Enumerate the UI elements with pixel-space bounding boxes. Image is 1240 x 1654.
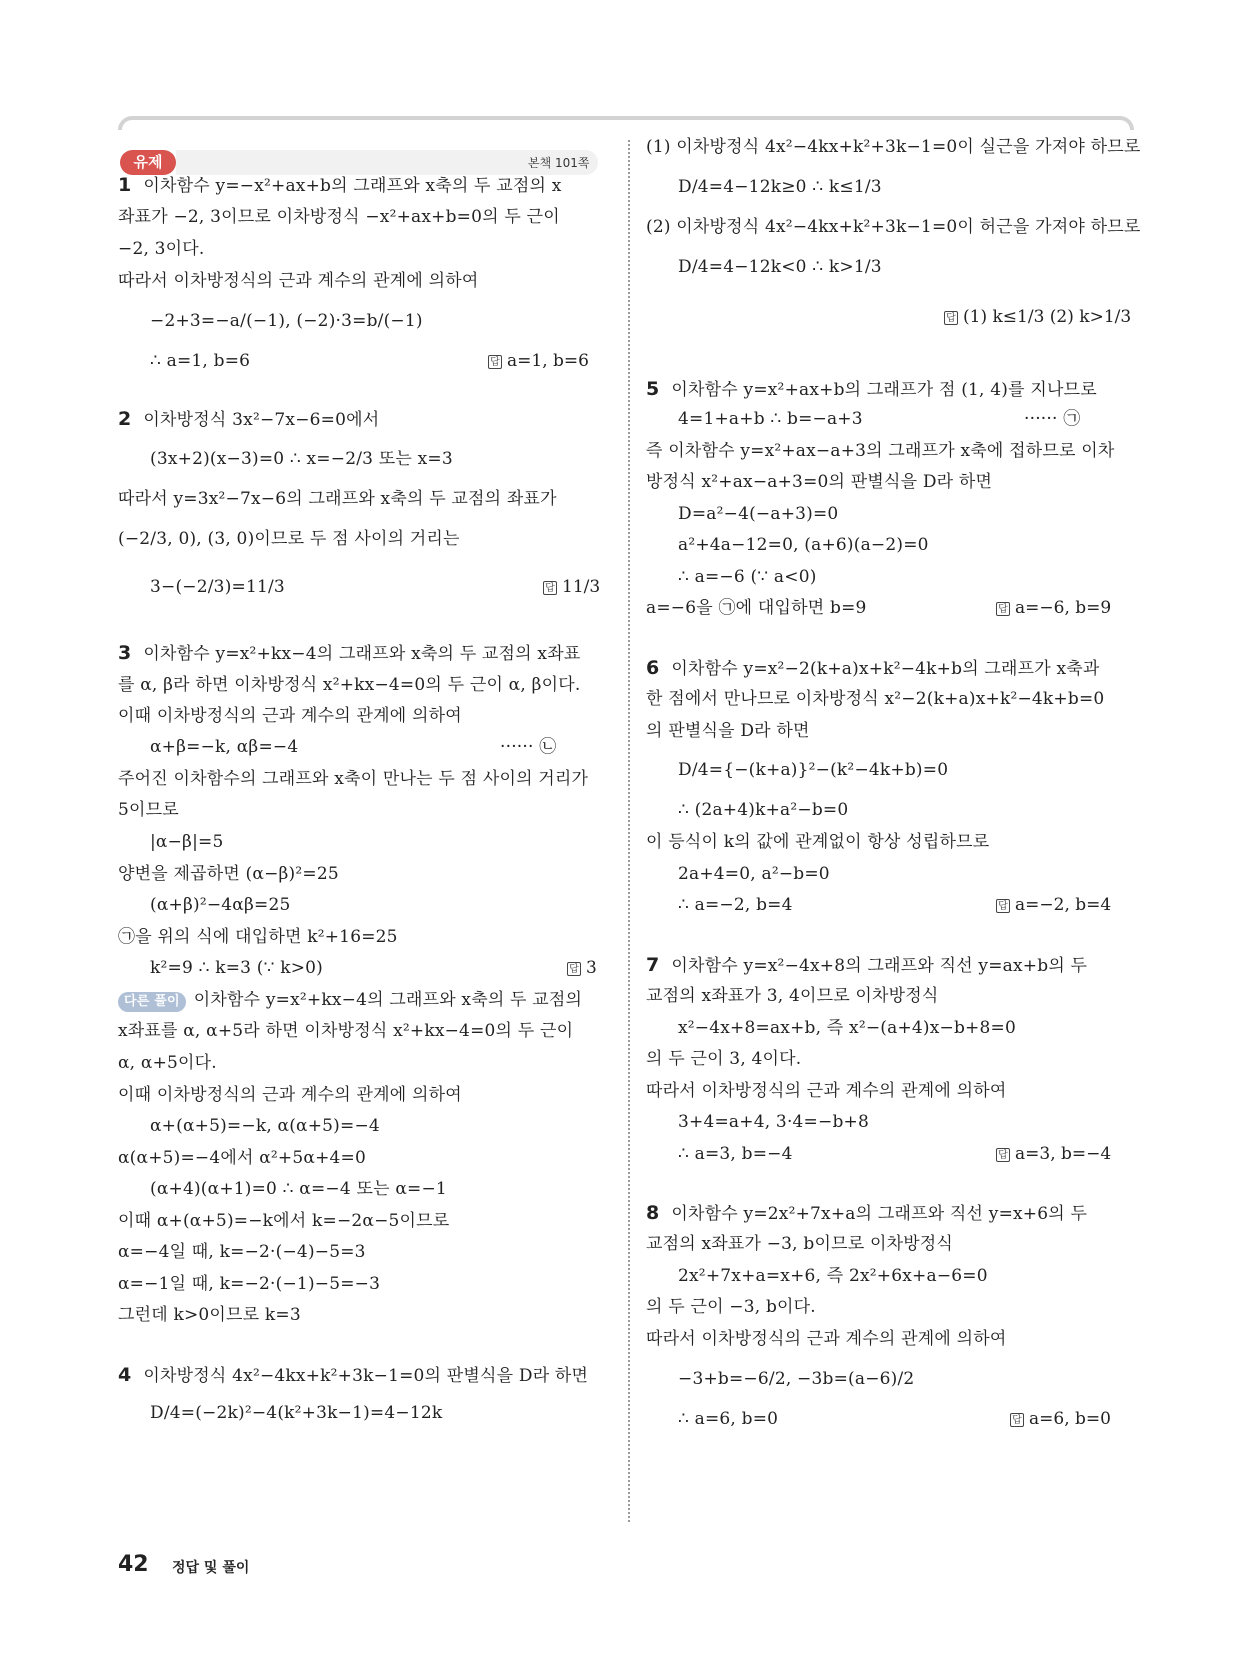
solution-line: |α−β|=5	[150, 832, 224, 852]
solution-line: 4=1+a+b ∴ b=−a+3	[678, 409, 863, 429]
solution-line: D/4=(−2k)²−4(k²+3k−1)=4−12k	[150, 1403, 443, 1423]
answer-icon: 답	[996, 1148, 1010, 1162]
solution-line: (2) 이차방정식 4x²−4kx+k²+3k−1=0이 허근을 가져야 하므로	[646, 217, 1141, 237]
solution-line: 8 이차함수 y=2x²+7x+a의 그래프와 직선 y=x+6의 두	[646, 1202, 1088, 1224]
solution-line: 한 점에서 만나므로 이차방정식 x²−2(k+a)x+k²−4k+b=0	[646, 689, 1105, 709]
solution-line: 2a+4=0, a²−b=0	[678, 864, 830, 884]
problem-number: 4	[118, 1364, 132, 1386]
section-tag: 유제	[120, 150, 176, 175]
solution-line: ∴ a=3, b=−4	[678, 1144, 793, 1164]
textbook-reference: 본책 101쪽	[528, 156, 590, 170]
solution-line: 를 α, β라 하면 이차방정식 x²+kx−4=0의 두 근이 α, β이다.	[118, 675, 581, 695]
solution-line: ∴ (2a+4)k+a²−b=0	[678, 800, 849, 820]
solution-line: −2+3=−a/(−1), (−2)·3=b/(−1)	[150, 311, 423, 331]
answer-icon: 답	[567, 962, 581, 976]
solution-line: 방정식 x²+ax−a+3=0의 판별식을 D라 하면	[646, 472, 993, 492]
solution-line: ∴ a=1, b=6	[150, 351, 251, 371]
solution-line: 3+4=a+4, 3·4=−b+8	[678, 1112, 869, 1132]
solution-line: (−2/3, 0), (3, 0)이므로 두 점 사이의 거리는	[118, 529, 460, 549]
answer: 답 a=−6, b=9	[996, 595, 1111, 621]
solution-line: k²=9 ∴ k=3 (∵ k>0)	[150, 958, 324, 978]
solution-line: α(α+5)=−4에서 α²+5α+4=0	[118, 1148, 366, 1168]
answer: 답 11/3	[543, 574, 600, 600]
equation-reference-mark: ······ ㉡	[500, 737, 557, 757]
solution-line: (α+β)²−4αβ=25	[150, 895, 291, 915]
answer-icon: 답	[488, 355, 502, 369]
answer: 답 3	[567, 955, 597, 981]
solution-line: 즉 이차함수 y=x²+ax−a+3의 그래프가 x축에 접하므로 이차	[646, 441, 1115, 461]
solution-line: 교점의 x좌표가 −3, b이므로 이차방정식	[646, 1234, 954, 1254]
alt-solution-badge: 다른 풀이	[118, 992, 186, 1012]
solution-line: 따라서 이차방정식의 근과 계수의 관계에 의하여	[646, 1329, 1007, 1349]
answer: 답 a=1, b=6	[488, 348, 589, 374]
solution-line: 3−(−2/3)=11/3	[150, 577, 285, 597]
problem-number: 5	[646, 378, 660, 400]
solution-line: 2 이차방정식 3x²−7x−6=0에서	[118, 408, 380, 430]
solution-line: 다른 풀이 이차함수 y=x²+kx−4의 그래프와 x축의 두 교점의	[118, 987, 582, 1013]
solution-line: 양변을 제곱하면 (α−β)²=25	[118, 864, 339, 884]
solution-line: α, α+5이다.	[118, 1053, 217, 1073]
answer-icon: 답	[944, 311, 958, 325]
answer-icon: 답	[1010, 1413, 1024, 1427]
answer-icon: 답	[996, 899, 1010, 913]
answer: 답 (1) k≤1/3 (2) k>1/3	[944, 304, 1131, 330]
solution-line: ∴ a=−2, b=4	[678, 895, 793, 915]
solution-line: 4 이차방정식 4x²−4kx+k²+3k−1=0의 판별식을 D라 하면	[118, 1364, 589, 1386]
solution-line: D=a²−4(−a+3)=0	[678, 504, 839, 524]
solution-line: ∴ a=−6 (∵ a<0)	[678, 567, 817, 587]
solution-line: 그런데 k>0이므로 k=3	[118, 1305, 301, 1325]
solution-line: 교점의 x좌표가 3, 4이므로 이차방정식	[646, 986, 939, 1006]
answer-icon: 답	[996, 602, 1010, 616]
solution-line: (α+4)(α+1)=0 ∴ α=−4 또는 α=−1	[150, 1179, 447, 1199]
solution-line: 이 등식이 k의 값에 관계없이 항상 성립하므로	[646, 832, 990, 852]
solution-line: α+β=−k, αβ=−4	[150, 737, 299, 757]
answer: 답 a=−2, b=4	[996, 892, 1111, 918]
solution-line: 7 이차함수 y=x²−4x+8의 그래프와 직선 y=ax+b의 두	[646, 954, 1088, 976]
solution-line: −2, 3이다.	[118, 239, 205, 259]
problem-number: 1	[118, 174, 132, 196]
solution-line: a²+4a−12=0, (a+6)(a−2)=0	[678, 535, 929, 555]
solution-line: 이때 이차방정식의 근과 계수의 관계에 의하여	[118, 706, 462, 726]
answer-icon: 답	[543, 581, 557, 595]
solution-line: ∴ a=6, b=0	[678, 1409, 779, 1429]
problem-number: 3	[118, 642, 132, 664]
solution-line: 5 이차함수 y=x²+ax+b의 그래프가 점 (1, 4)를 지나므로	[646, 378, 1097, 400]
top-rule	[118, 116, 1134, 130]
solution-line: 의 두 근이 −3, b이다.	[646, 1297, 816, 1317]
solution-line: α=−1일 때, k=−2·(−1)−5=−3	[118, 1274, 381, 1294]
solution-line: x²−4x+8=ax+b, 즉 x²−(a+4)x−b+8=0	[678, 1018, 1016, 1038]
solution-line: 이때 α+(α+5)=−k에서 k=−2α−5이므로	[118, 1211, 450, 1231]
solution-line: α=−4일 때, k=−2·(−4)−5=3	[118, 1242, 366, 1262]
solution-line: ㉠을 위의 식에 대입하면 k²+16=25	[118, 927, 398, 947]
answer: 답 a=3, b=−4	[996, 1141, 1111, 1167]
solution-line: α+(α+5)=−k, α(α+5)=−4	[150, 1116, 380, 1136]
solution-line: 1 이차함수 y=−x²+ax+b의 그래프와 x축의 두 교점의 x	[118, 174, 562, 196]
solution-line: −3+b=−6/2, −3b=(a−6)/2	[678, 1369, 915, 1389]
solution-line: D/4=4−12k<0 ∴ k>1/3	[678, 257, 882, 277]
solution-line: x좌표를 α, α+5라 하면 이차방정식 x²+kx−4=0의 두 근이	[118, 1021, 574, 1041]
solution-line: 따라서 y=3x²−7x−6의 그래프와 x축의 두 교점의 좌표가	[118, 489, 557, 509]
solution-line: 6 이차함수 y=x²−2(k+a)x+k²−4k+b의 그래프가 x축과	[646, 657, 1100, 679]
problem-number: 6	[646, 657, 660, 679]
solution-line: D/4={−(k+a)}²−(k²−4k+b)=0	[678, 760, 949, 780]
solution-line: 이때 이차방정식의 근과 계수의 관계에 의하여	[118, 1085, 462, 1105]
problem-number: 7	[646, 954, 660, 976]
column-divider	[628, 140, 630, 1522]
solution-line: 주어진 이차함수의 그래프와 x축이 만나는 두 점 사이의 거리가	[118, 769, 589, 789]
solution-line: 의 두 근이 3, 4이다.	[646, 1049, 802, 1069]
solution-line: 의 판별식을 D라 하면	[646, 721, 810, 741]
solution-line: 따라서 이차방정식의 근과 계수의 관계에 의하여	[118, 271, 479, 291]
solution-line: 3 이차함수 y=x²+kx−4의 그래프와 x축의 두 교점의 x좌표	[118, 642, 581, 664]
solution-line: 2x²+7x+a=x+6, 즉 2x²+6x+a−6=0	[678, 1266, 988, 1286]
solution-line: (1) 이차방정식 4x²−4kx+k²+3k−1=0이 실근을 가져야 하므로	[646, 137, 1141, 157]
solution-line: 좌표가 −2, 3이므로 이차방정식 −x²+ax+b=0의 두 근이	[118, 207, 560, 227]
problem-number: 2	[118, 408, 132, 430]
solution-line: 5이므로	[118, 800, 179, 820]
equation-reference-mark: ······ ㉠	[1024, 409, 1081, 429]
problem-number: 8	[646, 1202, 660, 1224]
solution-line: a=−6을 ㉠에 대입하면 b=9	[646, 598, 867, 618]
answer: 답 a=6, b=0	[1010, 1406, 1111, 1432]
page-number: 42	[118, 1552, 149, 1577]
solution-line: (3x+2)(x−3)=0 ∴ x=−2/3 또는 x=3	[150, 449, 453, 469]
footer-label: 정답 및 풀이	[172, 1560, 250, 1576]
solution-line: 따라서 이차방정식의 근과 계수의 관계에 의하여	[646, 1081, 1007, 1101]
solution-line: D/4=4−12k≥0 ∴ k≤1/3	[678, 177, 882, 197]
